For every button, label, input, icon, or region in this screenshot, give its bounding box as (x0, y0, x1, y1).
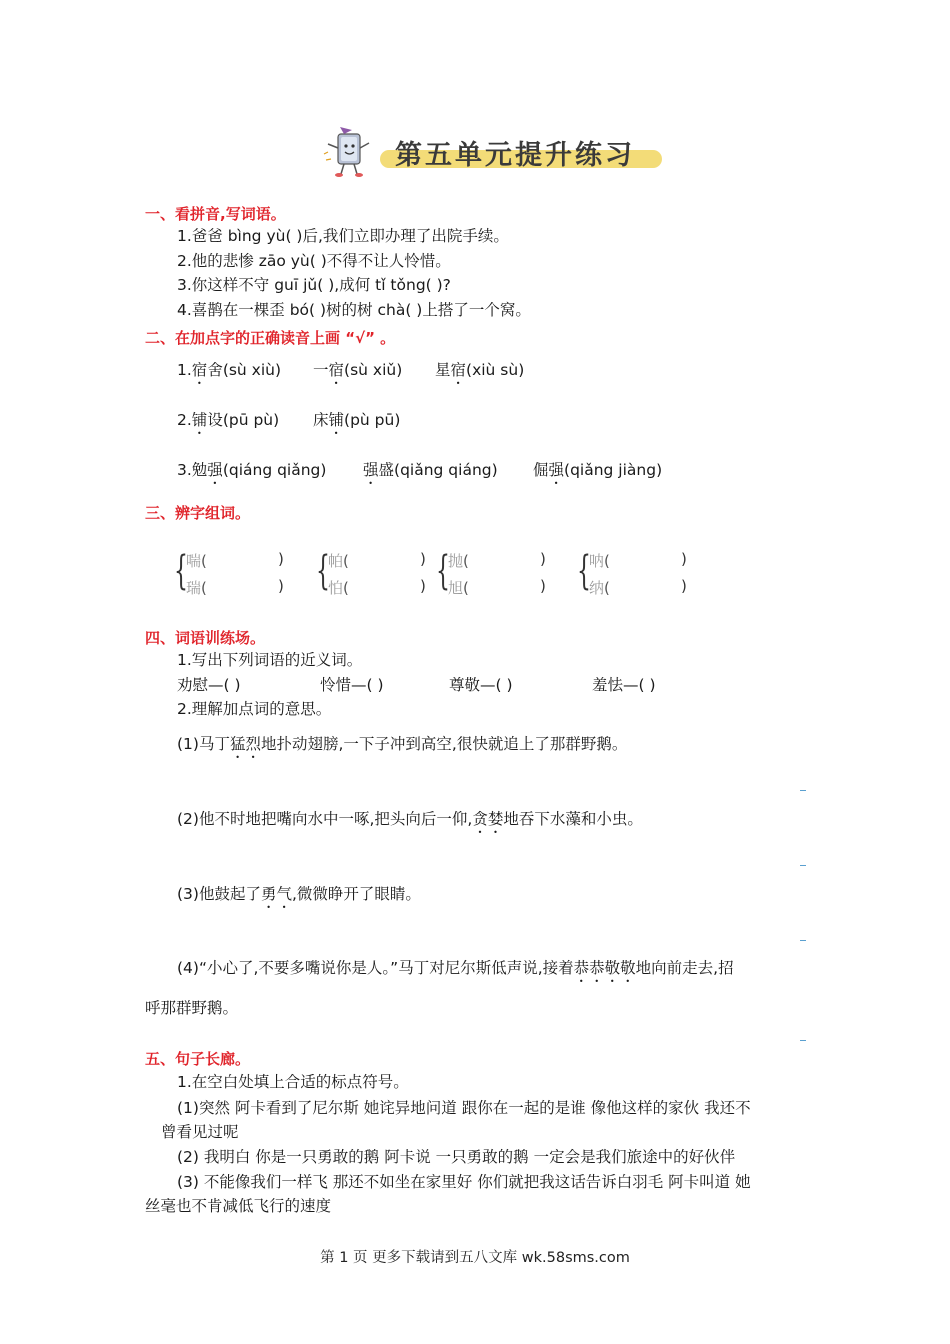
s4-sentence-3: (3)他鼓起了勇气,微微睁开了眼睛。 (177, 885, 421, 903)
s2-item-3-3: 倔强(qiǎng jiàng) (533, 461, 663, 479)
s4-sentence-4-continued: 呼那群野鹅。 (145, 999, 239, 1017)
s5-line-1: (1)突然 阿卡看到了尼尔斯 她诧异地问道 跟你在一起的是谁 像他这样的家伙 我还不 (177, 1099, 751, 1117)
section-4-heading: 四、词语训练场。 (145, 629, 266, 647)
s1-line-3: 3.你这样不守 guī jǔ( ),成何 tǐ tǒng( )? (177, 276, 451, 294)
section-1-heading: 一、看拼音,写词语。 (145, 205, 286, 223)
s2-item-1-1: 1.宿舍(sù xiù) (177, 361, 282, 379)
word-pair-group-4: { 呐( 纳( ) ) (577, 548, 687, 597)
s2-item-2-2: 床铺(pù pū) (313, 411, 401, 429)
section-5-heading: 五、句子长廊。 (145, 1050, 251, 1068)
s2-item-1-3: 星宿(xiù sù) (435, 361, 525, 379)
answer-line-marker (800, 940, 806, 941)
s1-line-2: 2.他的悲惨 zāo yù( )不得不让人怜惜。 (177, 252, 451, 270)
s4-synonym-3: 尊敬—( ) (449, 676, 513, 694)
title-mascot (322, 124, 374, 178)
s4-synonym-1: 劝慰—( ) (177, 676, 241, 694)
s1-line-1: 1.爸爸 bìng yù( )后,我们立即办理了出院手续。 (177, 227, 509, 245)
s4-synonym-2: 怜惜—( ) (320, 676, 384, 694)
s2-item-1-2: 一宿(sù xiǔ) (313, 361, 403, 379)
s4-q1: 1.写出下列词语的近义词。 (177, 651, 363, 669)
word-pair-group-3: { 抛( 旭( ) ) (436, 548, 546, 597)
answer-line-marker (800, 1040, 806, 1041)
s2-item-2-1: 2.铺设(pū pù) (177, 411, 280, 429)
s4-sentence-4: (4)“小心了,不要多嘴说你是人。”马丁对尼尔斯低声说,接着恭恭敬敬地向前走去,招 (177, 959, 734, 977)
s5-line-1-continued: 曾看见过呢 (161, 1123, 239, 1141)
s4-sentence-2: (2)他不时地把嘴向水中一啄,把头向后一仰,贪婪地吞下水藻和小虫。 (177, 810, 643, 828)
s1-line-4: 4.喜鹊在一棵歪 bó( )树的树 chà( )上搭了一个窝。 (177, 301, 531, 319)
s4-q2: 2.理解加点词的意思。 (177, 700, 332, 718)
s2-item-3-1: 3.勉强(qiáng qiǎng) (177, 461, 327, 479)
book-mascot-icon (322, 124, 374, 178)
s2-item-3-2: 强盛(qiǎng qiáng) (363, 461, 498, 479)
s4-sentence-1: (1)马丁猛烈地扑动翅膀,一下子冲到高空,很快就追上了那群野鹅。 (177, 735, 628, 753)
answer-line-marker (800, 790, 806, 791)
word-pair-group-1: { 喘( 瑞( ) ) (174, 548, 284, 597)
page-title: 第五单元提升练习 (395, 140, 635, 171)
s4-synonym-4: 羞怯—( ) (592, 676, 656, 694)
answer-line-marker (800, 865, 806, 866)
section-3-heading: 三、辨字组词。 (145, 504, 251, 522)
s5-line-2: (2) 我明白 你是一只勇敢的鹅 阿卡说 一只勇敢的鹅 一定会是我们旅途中的好伙伴 (177, 1148, 736, 1166)
s5-q1: 1.在空白处填上合适的标点符号。 (177, 1073, 409, 1091)
word-pair-group-2: { 帕( 怕( ) ) (316, 548, 426, 597)
s5-line-3: (3) 不能像我们一样飞 那还不如坐在家里好 你们就把我这话告诉白羽毛 阿卡叫道 她 (177, 1173, 751, 1191)
page-footer: 第 1 页 更多下载请到五八文库 wk.58sms.com (320, 1250, 630, 1266)
section-2-heading: 二、在加点字的正确读音上画 “√” 。 (145, 329, 396, 347)
s5-line-3-continued: 丝毫也不肯减低飞行的速度 (145, 1197, 332, 1215)
